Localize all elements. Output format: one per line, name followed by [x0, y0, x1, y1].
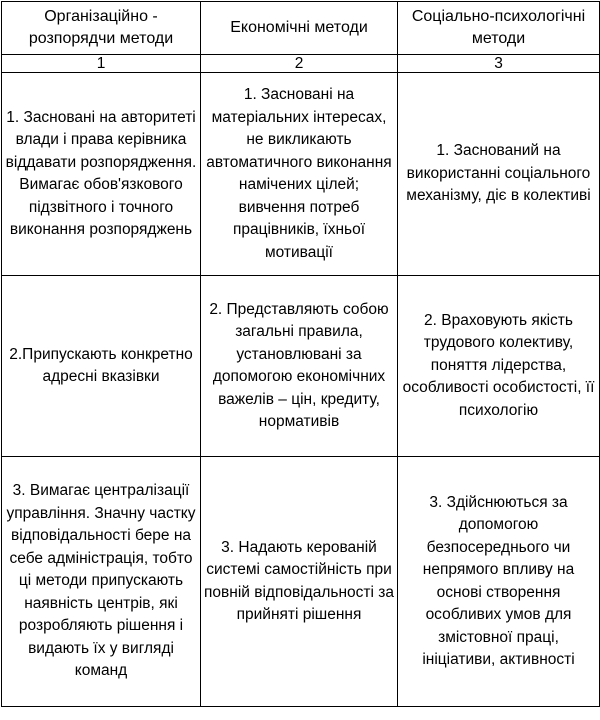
- table-cell: 3. Здійснюються за допомогою безпосереднього чи непрямого впливу на основі створення особливих умов для змістовної праці, ініціативи, активності: [398, 457, 600, 707]
- column-number-row: [2, 55, 600, 73]
- table-cell: 2. Представляють собою загальні правила, установлювані за допомогою економічних важелів – цін, кредиту, нормативів: [201, 276, 398, 457]
- header-row: [2, 2, 600, 55]
- table-row: [2, 276, 600, 457]
- table-cell: 1. Заснований на використанні соціального механізму, діє в колективі: [398, 73, 600, 276]
- column-number-2: 2: [201, 55, 398, 73]
- column-number-1: 1: [2, 55, 201, 73]
- header-org-admin-methods: Організаційно - розпорядчи методи: [2, 2, 201, 55]
- column-number-3: 3: [398, 55, 600, 73]
- methods-table: [1, 1, 600, 707]
- table-cell: 2.Припускають конкретно адресні вказівки: [2, 276, 201, 457]
- table-row: [2, 457, 600, 707]
- table-cell: 1. Засновані на авторитеті влади і права керівника віддавати розпорядження. Вимагає обов'язкового підзвітного і точного виконання розпоряджень: [2, 73, 201, 276]
- table-cell: 3. Надають керованій системі самостійність при повній відповідальності за прийняті рішення: [201, 457, 398, 707]
- header-economic-methods: Економічні методи: [201, 2, 398, 55]
- header-socio-psych-methods: Соціально-психологічні методи: [398, 2, 600, 55]
- table-row: [2, 73, 600, 276]
- table-cell: 2. Враховують якість трудового колективу, поняття лідерства, особливості особистості, її психологію: [398, 276, 600, 457]
- table-cell: 3. Вимагає централізації управління. Значну частку відповідальності бере на себе адміністрація, тобто ці методи припускають наявність центрів, які розробляють рішення і видають їх у вигляді команд: [2, 457, 201, 707]
- table-cell: 1. Засновані на матеріальних інтересах, не викликають автоматичного виконання намічених цілей; вивчення потреб працівників, їхньої мотивації: [201, 73, 398, 276]
